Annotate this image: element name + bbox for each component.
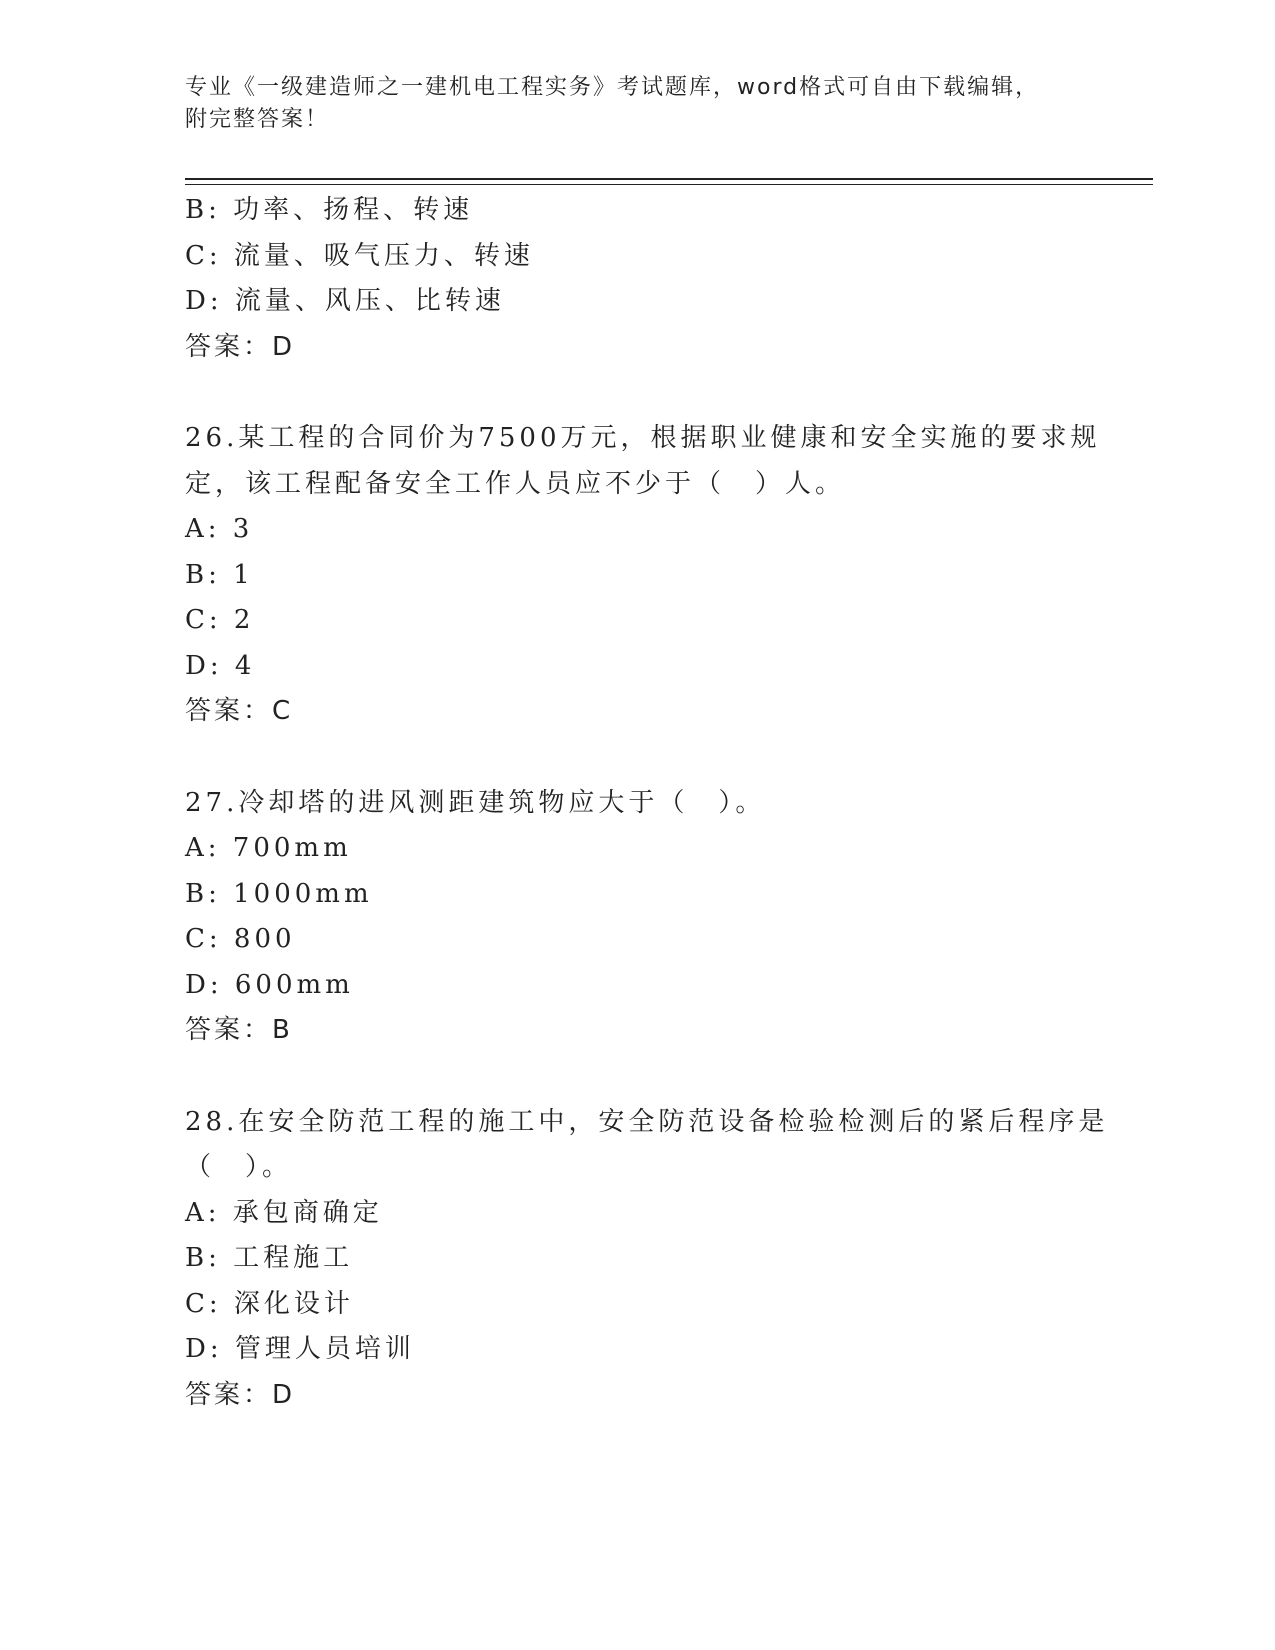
document-header xyxy=(185,72,1085,136)
question-26 xyxy=(185,416,1145,735)
question-stem-line-1: 26.某工程的合同价为7500万元，根据职业健康和安全实施的要求规 xyxy=(185,423,1101,453)
option-c: C: 深化设计 xyxy=(185,1288,354,1319)
option-a: A: 700mm xyxy=(185,833,352,863)
answer-text: 答案：B xyxy=(185,1015,293,1045)
question-28 xyxy=(185,1100,1145,1419)
option-b: B: 功率、扬程、转速 xyxy=(185,195,474,225)
answer-text: 答案：D xyxy=(185,1379,296,1410)
option-b: B: 1 xyxy=(185,559,254,590)
header-rule-thick xyxy=(185,178,1153,180)
header-rule-thin xyxy=(185,184,1153,185)
spacer xyxy=(185,735,1145,781)
option-d: D: 4 xyxy=(185,650,256,681)
question-stem-line-1: 27.冷却塔的进风测距建筑物应大于（ ）。 xyxy=(185,787,766,818)
option-b: B: 1000mm xyxy=(185,878,373,909)
question-stem-line-2: （ ）。 xyxy=(185,1152,293,1182)
option-d: D: 管理人员培训 xyxy=(185,1334,415,1364)
option-d: D: 600mm xyxy=(185,969,354,1000)
spacer xyxy=(185,1054,1145,1100)
header-line-1: 专业《一级建造师之一建机电工程实务》考试题库，word格式可自由下载编辑， xyxy=(185,75,1040,100)
option-a: A: 3 xyxy=(185,514,254,544)
spacer xyxy=(185,370,1145,416)
header-line-2: 附完整答案！ xyxy=(185,107,330,132)
option-c: C: 流量、吸气压力、转速 xyxy=(185,240,534,271)
answer-text: 答案：D xyxy=(185,331,296,362)
option-d: D: 流量、风压、比转速 xyxy=(185,286,505,316)
question-27 xyxy=(185,781,1145,1054)
question-stem-line-1: 28.在安全防范工程的施工中，安全防范设备检验检测后的紧后程序是 xyxy=(185,1106,1109,1137)
option-a: A: 承包商确定 xyxy=(185,1197,383,1228)
option-c: C: 800 xyxy=(185,924,296,954)
option-b: B: 工程施工 xyxy=(185,1243,354,1273)
question-25-tail xyxy=(185,188,1145,370)
option-c: C: 2 xyxy=(185,605,255,635)
answer-text: 答案：C xyxy=(185,696,294,726)
question-stem-line-2: 定，该工程配备安全工作人员应不少于（ ）人。 xyxy=(185,468,846,499)
question-content xyxy=(185,188,1145,1418)
